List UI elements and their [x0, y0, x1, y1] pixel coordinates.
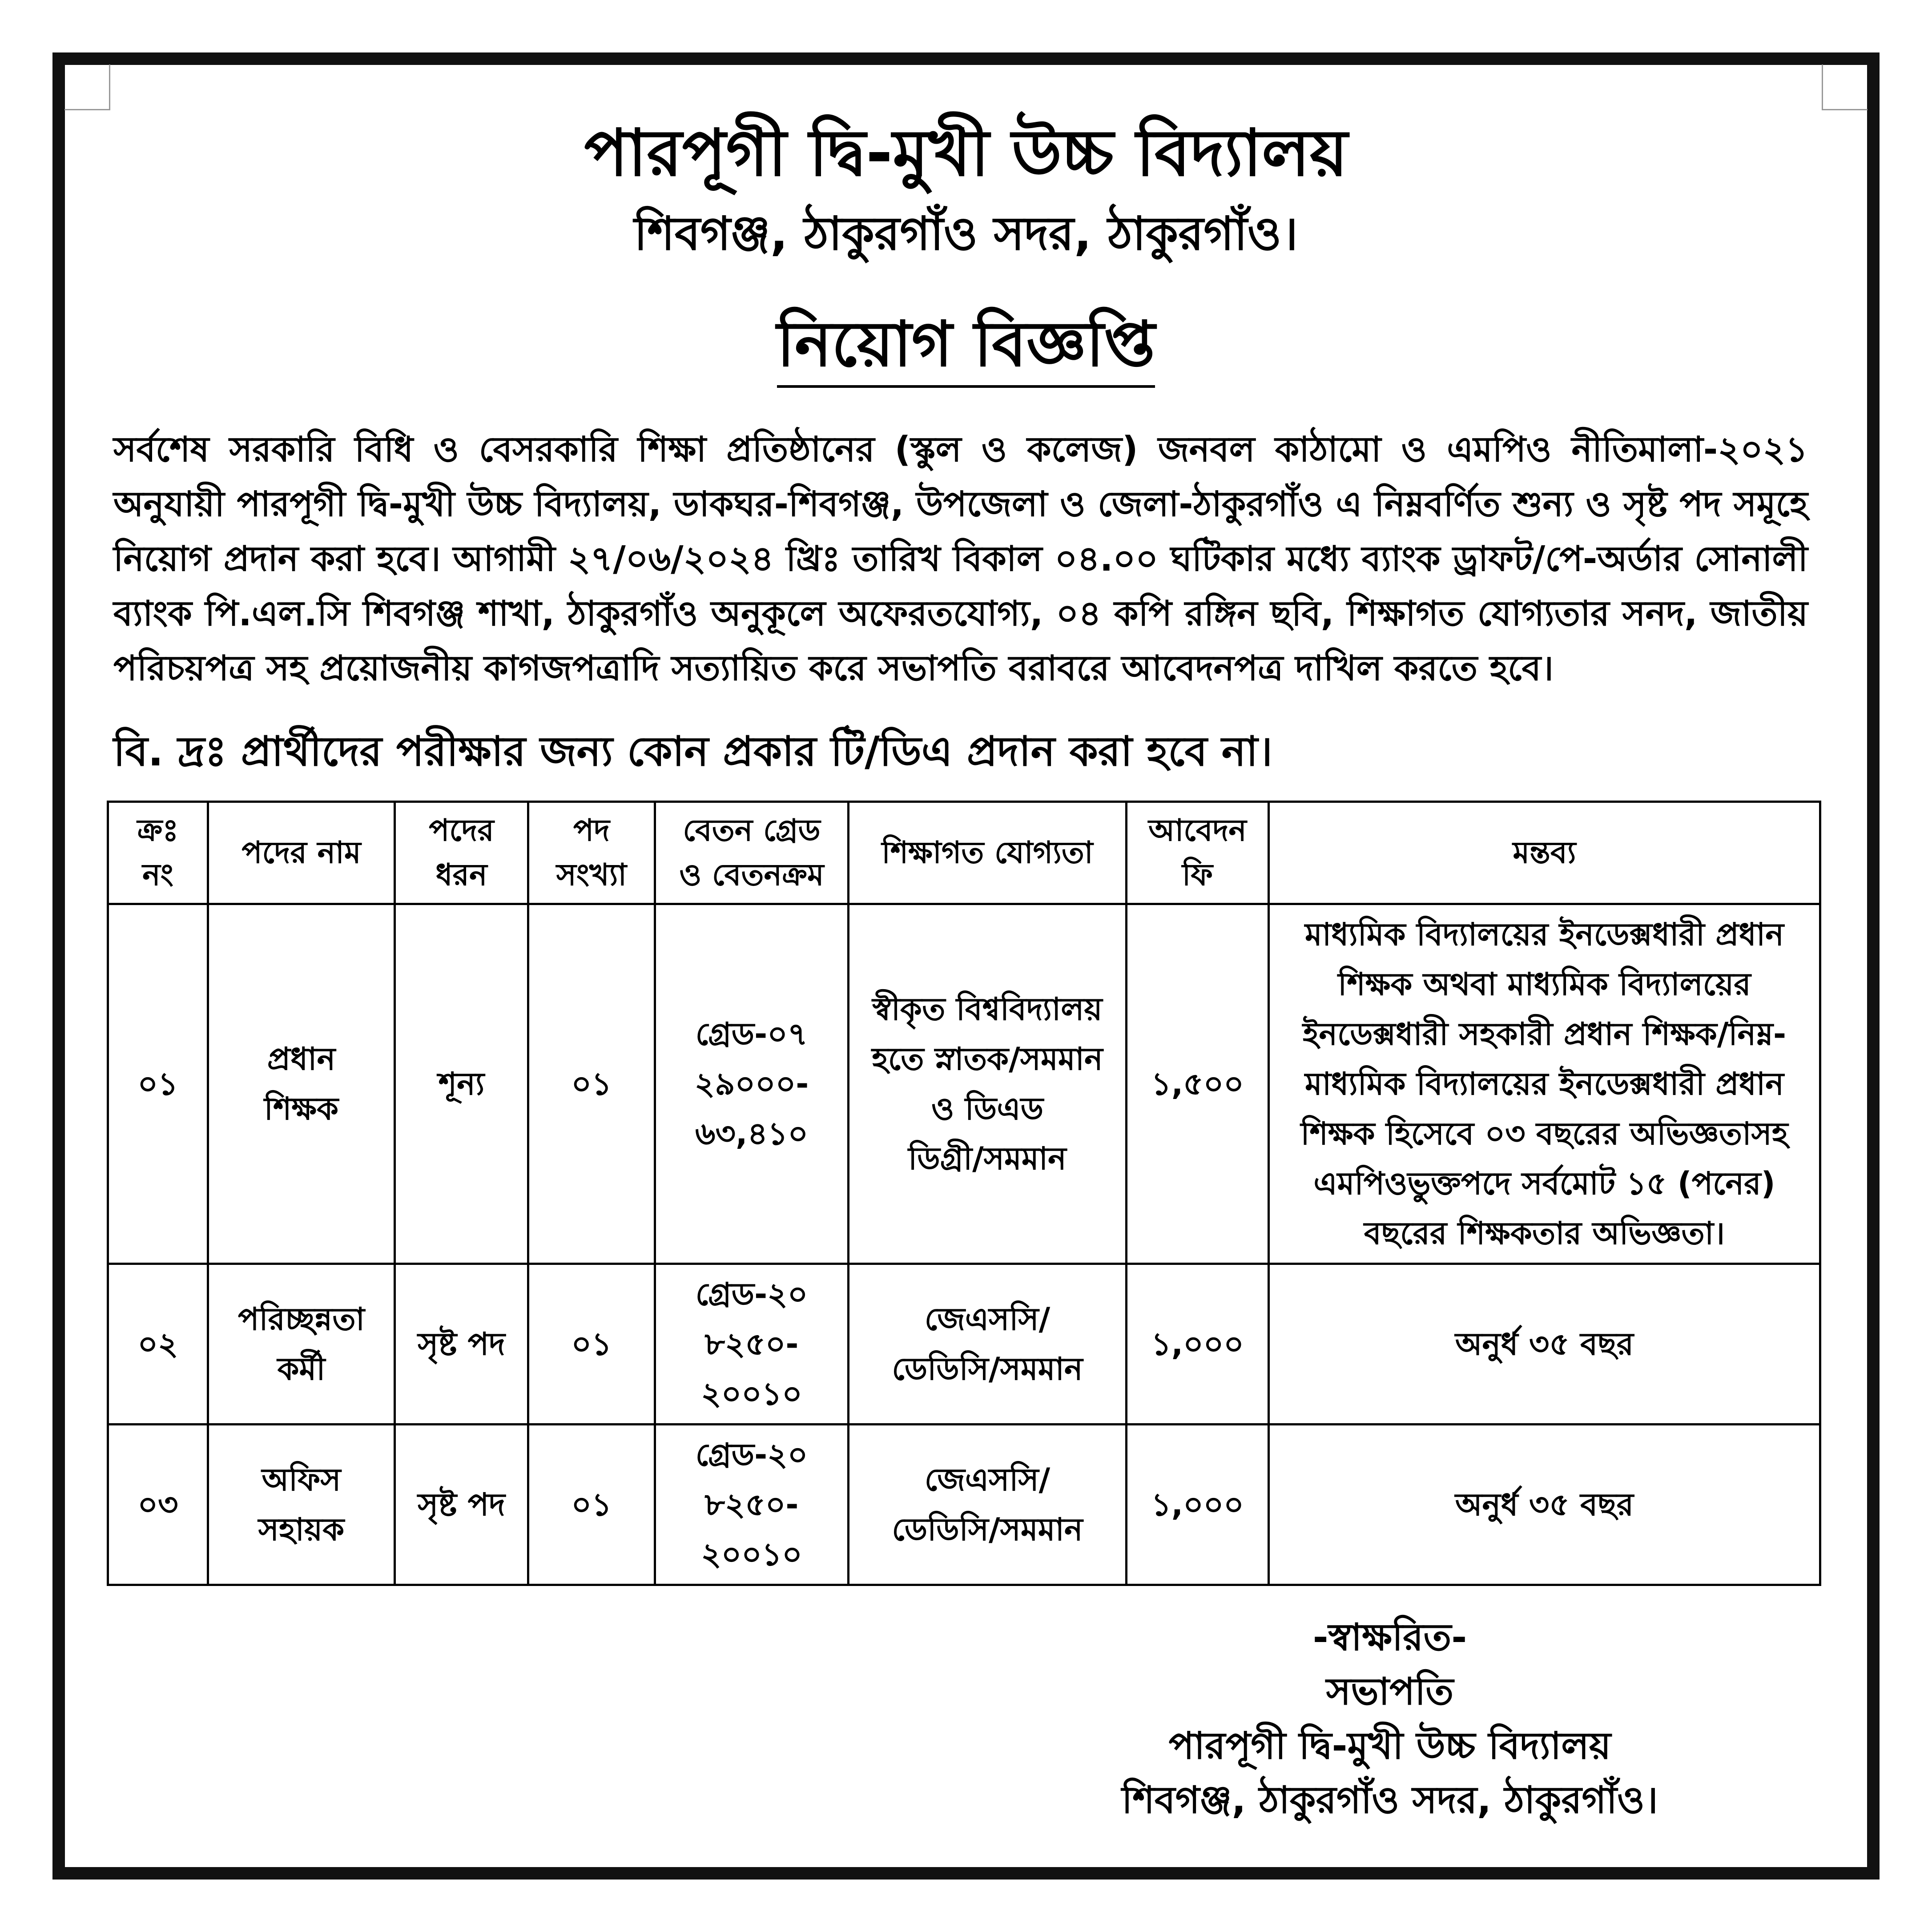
signature-school-name: পারপূগী দ্বি-মুখী উচ্চ বিদ্যালয় [1168, 1724, 1611, 1767]
cell-post-count: ০১ [528, 904, 655, 1264]
cell-post-name: প্রধান শিক্ষক [208, 904, 395, 1264]
cell-remark: অনুর্ধ ৩৫ বছর [1269, 1425, 1820, 1585]
cell-pay-grade: গ্রেড-২০ ৮২৫০- ২০০১০ [655, 1425, 849, 1585]
cell-post-name: অফিস সহায়ক [208, 1425, 395, 1585]
school-name-heading: পারপূগী দ্বি-মুখী উচ্চ বিদ্যালয় [584, 116, 1348, 191]
header-remarks: মন্তব্য [1269, 802, 1820, 904]
table-row [108, 1264, 1820, 1425]
cell-fee: ১,০০০ [1127, 1425, 1269, 1585]
cell-remark: অনুর্ধ ৩৫ বছর [1269, 1264, 1820, 1425]
cell-fee: ১,৫০০ [1127, 904, 1269, 1264]
header-pay-grade: বেতন গ্রেড ও বেতনক্রম [655, 802, 849, 904]
intro-paragraph: সর্বশেষ সরকারি বিধি ও বেসরকারি শিক্ষা প্রতিষ্ঠানের (স্কুল ও কলেজ) জনবল কাঠামো ও এমপিও নীতিমালা-২০২১ অনুযায়ী পারপূগী দ্বি-মুখী উচ্চ বিদ্যালয়, ডাকঘর-শিবগঞ্জ, উপজেলা ও জেলা-ঠাকুরগাঁও এ নিম্নবর্ণিত শুন্য ও সৃষ্ট পদ সমূহে নিয়োগ প্রদান করা হবে। আগামী ২৭/০৬/২০২৪ খ্রিঃ তারিখ বিকাল ০৪.০০ ঘটিকার মধ্যে ব্যাংক ড্রাফট/পে-অর্ডার সোনালী ব্যাংক পি.এল.সি শিবগঞ্জ শাখা, ঠাকুরগাঁও অনুকূলে অফেরতযোগ্য, ০৪ কপি রঙ্গিন ছবি, শিক্ষাগত যোগ্যতার সনদ, জাতীয় পরিচয়পত্র সহ প্রয়োজনীয় কাগজপত্রাদি সত্যায়িত করে সভাপতি বরাবরে আবেদনপত্র দাখিল করতে হবে। [113, 430, 1808, 688]
vacancy-table [107, 801, 1821, 1586]
notice-title [0, 307, 1932, 388]
header-post-count: পদ সংখ্যা [528, 802, 655, 904]
table-header-row [108, 802, 1820, 904]
cell-pay-grade: গ্রেড-২০ ৮২৫০- ২০০১০ [655, 1264, 849, 1425]
cell-post-count: ০১ [528, 1264, 655, 1425]
cell-post-type: সৃষ্ট পদ [395, 1264, 528, 1425]
table-row [108, 1425, 1820, 1585]
table-row [108, 904, 1820, 1264]
header-post-type: পদের ধরন [395, 802, 528, 904]
note-line: বি. দ্রঃ প্রার্থীদের পরীক্ষার জন্য কোন প্রকার টি/ডিএ প্রদান করা হবে না। [113, 728, 1273, 775]
signature-designation: সভাপতি [1326, 1670, 1454, 1713]
cell-post-count: ০১ [528, 1425, 655, 1585]
signature-address: শিবগঞ্জ, ঠাকুরগাঁও সদর, ঠাকুরগাঁও। [1122, 1778, 1658, 1822]
cell-qualification: জেএসসি/ ডেডিসি/সমমান [849, 1425, 1127, 1585]
crop-mark-top-left [64, 64, 110, 110]
header-post-name: পদের নাম [208, 802, 395, 904]
cell-serial: ০২ [108, 1264, 208, 1425]
school-address: শিবগঞ্জ, ঠাকুরগাঁও সদর, ঠাকুরগাঁও। [634, 206, 1298, 261]
cell-serial: ০১ [108, 904, 208, 1264]
signature-block [1067, 1610, 1712, 1827]
cell-post-type: শূন্য [395, 904, 528, 1264]
crop-mark-top-right [1822, 64, 1868, 110]
cell-qualification: স্বীকৃত বিশ্ববিদ্যালয় হতে স্নাতক/সমমান ও ডিএড ডিগ্রী/সমমান [849, 904, 1127, 1264]
notice-title-text: নিয়োগ বিজ্ঞপ্তি [777, 307, 1155, 388]
header-qualification: শিক্ষাগত যোগ্যতা [849, 802, 1127, 904]
cell-remark: মাধ্যমিক বিদ্যালয়ের ইনডেক্সধারী প্রধান শিক্ষক অথবা মাধ্যমিক বিদ্যালয়ের ইনডেক্সধারী সহকারী প্রধান শিক্ষক/নিম্ন-মাধ্যমিক বিদ্যালয়ের ইনডেক্সধারী প্রধান শিক্ষক হিসেবে ০৩ বছরের অভিজ্ঞতাসহ এমপিওভুক্তপদে সর্বমোট ১৫ (পনের) বছরের শিক্ষকতার অভিজ্ঞতা। [1269, 904, 1820, 1264]
cell-fee: ১,০০০ [1127, 1264, 1269, 1425]
signature-signed: -স্বাক্ষরিত- [1312, 1615, 1467, 1659]
cell-qualification: জেএসসি/ ডেডিসি/সমমান [849, 1264, 1127, 1425]
header-serial: ক্রঃ নং [108, 802, 208, 904]
cell-post-name: পরিচ্ছন্নতা কর্মী [208, 1264, 395, 1425]
cell-serial: ০৩ [108, 1425, 208, 1585]
cell-post-type: সৃষ্ট পদ [395, 1425, 528, 1585]
header-fee: আবেদন ফি [1127, 802, 1269, 904]
cell-pay-grade: গ্রেড-০৭ ২৯০০০- ৬৩,৪১০ [655, 904, 849, 1264]
